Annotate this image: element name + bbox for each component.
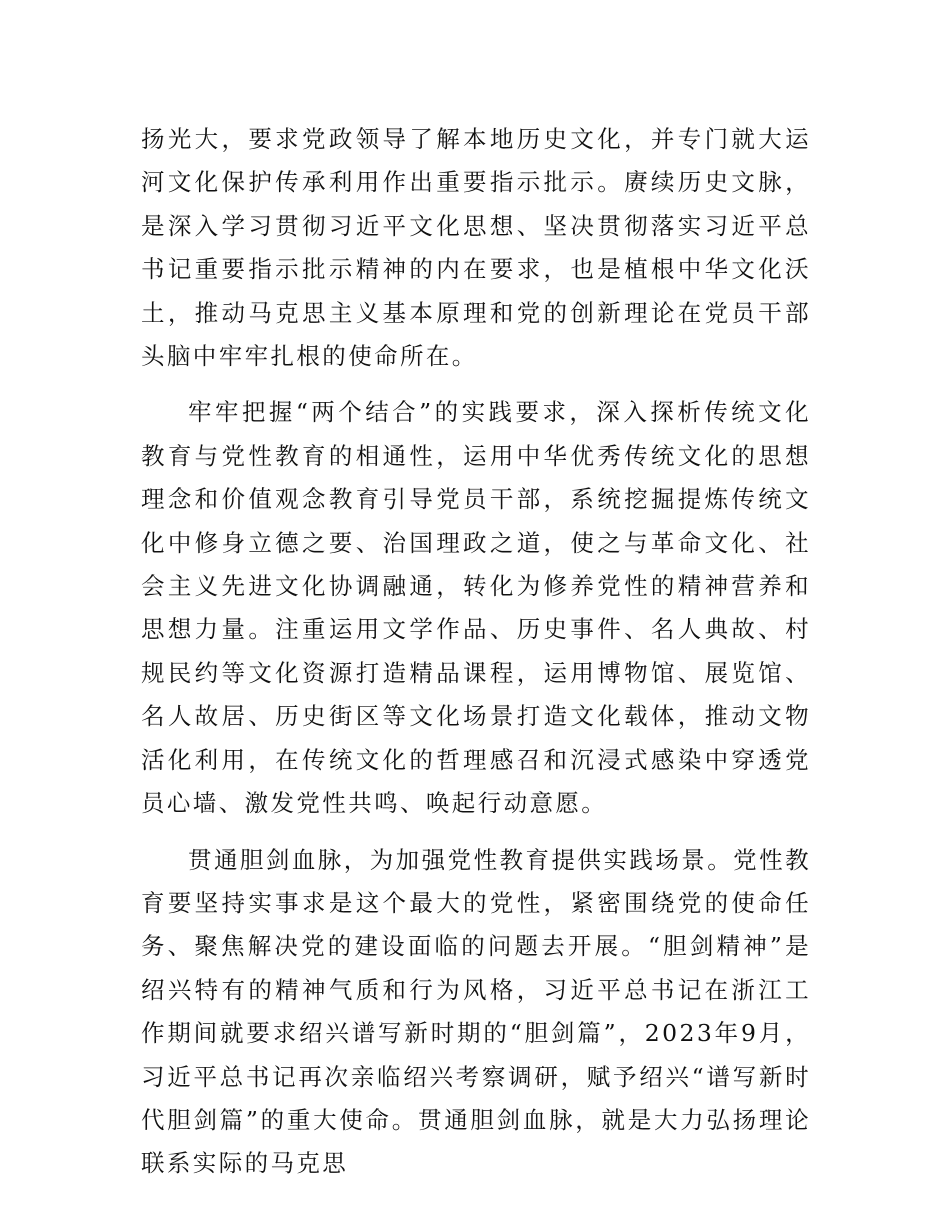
document-body (141, 118, 811, 1199)
paragraph-3: 贯通胆剑血脉，为加强党性教育提供实践场景。党性教育要坚持实事求是这个最大的党性，紧密围绕党的使命任务、聚焦解决党的建设面临的问题去开展。“胆剑精神”是绍兴特有的精神气质和行为风格，习近平总书记在浙江工作期间就要求绍兴谱写新时期的“胆剑篇”，2023年9月，习近平总书记再次亲临绍兴考察调研，赋予绍兴“谱写新时代胆剑篇”的重大使命。贯通胆剑血脉，就是大力弘扬理论联系实际的马克思 (141, 845, 811, 1178)
paragraph-1: 扬光大，要求党政领导了解本地历史文化，并专门就大运河文化保护传承利用作出重要指示批示。赓续历史文脉，是深入学习贯彻习近平文化思想、坚决贯彻落实习近平总书记重要指示批示精神的内在要求，也是植根中华文化沃土，推动马克思主义基本原理和党的创新理论在党员干部头脑中牢牢扎根的使命所在。 (141, 125, 811, 371)
paragraph-2: 牢牢把握“两个结合”的实践要求，深入探析传统文化教育与党性教育的相通性，运用中华优秀传统文化的思想理念和价值观念教育引导党员干部，系统挖掘提炼传统文化中修身立德之要、治国理政之道，使之与革命文化、社会主义先进文化协调融通，转化为修养党性的精神营养和思想力量。注重运用文学作品、历史事件、名人典故、村规民约等文化资源打造精品课程，运用博物馆、展览馆、名人故居、历史街区等文化场景打造文化载体，推动文物活化利用，在传统文化的哲理感召和沉浸式感染中穿透党员心墙、激发党性共鸣、唤起行动意愿。 (141, 398, 811, 818)
